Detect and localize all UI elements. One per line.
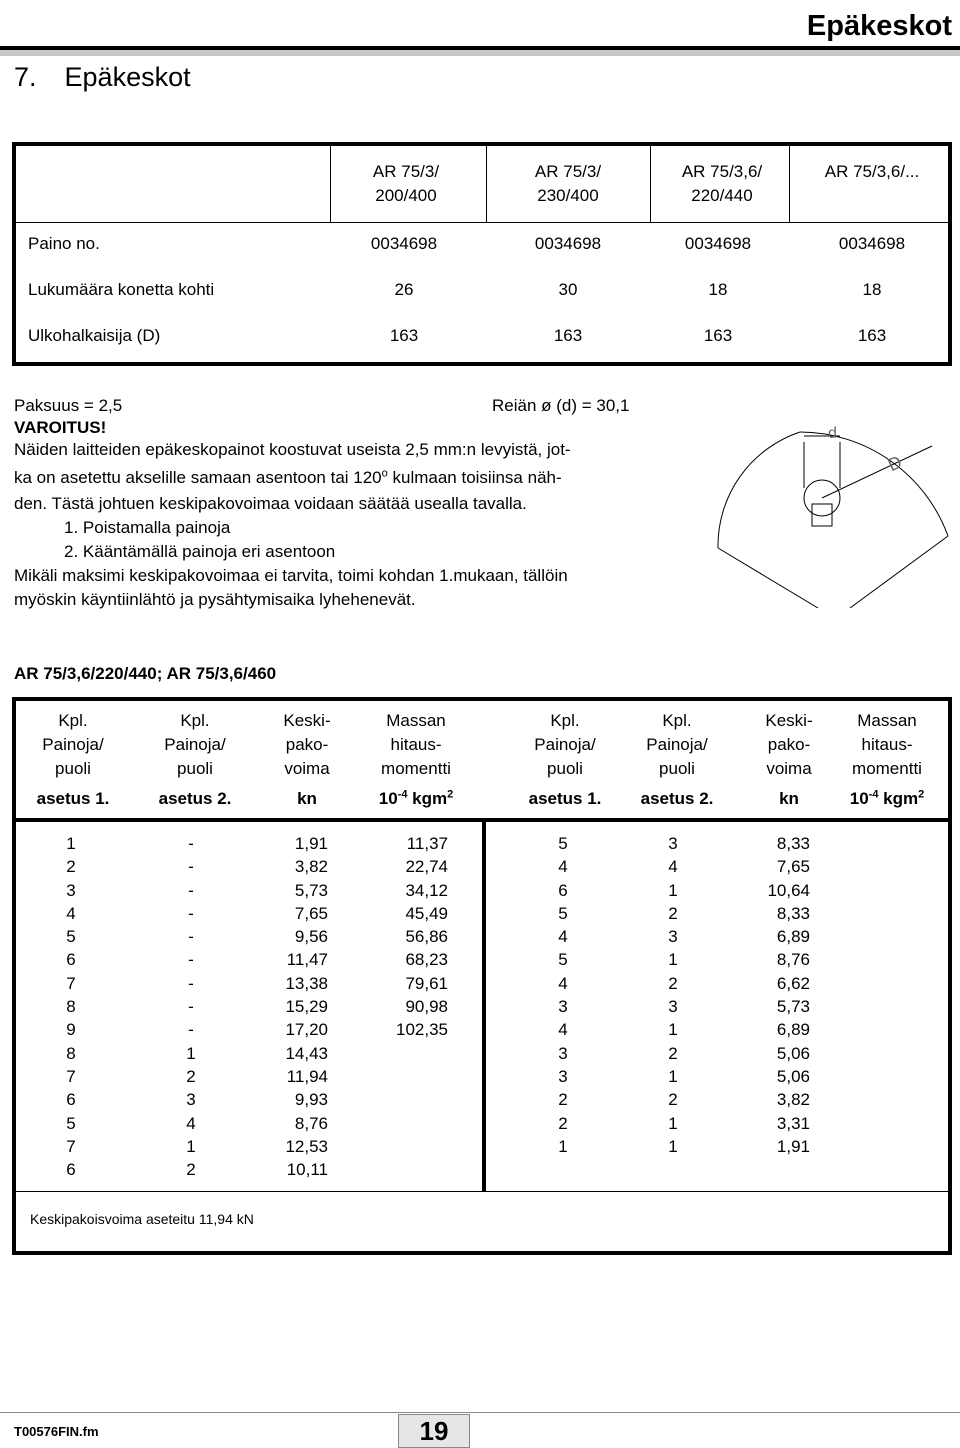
table-cell: 3,82 [294, 857, 328, 877]
table-cell: 6 [66, 950, 76, 970]
column-header: AR 75/3/ 230/400 [534, 162, 602, 205]
column-header: Keski- pako- voima kn [283, 711, 331, 808]
table-cell: 3 [668, 997, 678, 1017]
table-cell: 7 [66, 973, 76, 993]
table-cell: 2 [668, 1043, 678, 1063]
edge-line [850, 536, 948, 608]
table-cell: 1 [668, 1113, 678, 1133]
list-item: 2. Kääntämällä painoja eri asentoon [64, 542, 336, 561]
table-cell: 2 [558, 1113, 568, 1133]
table-cell: 2 [668, 903, 678, 923]
row-label: Lukumäära konetta kohti [28, 280, 215, 299]
table-divider [330, 146, 331, 222]
paragraph-line: Näiden laitteiden epäkeskopainot koostuvat useista 2,5 mm:n levyistä, jot- [14, 440, 571, 459]
table-note: Keskipakoisvoima aseteitu 11,94 kN [30, 1211, 254, 1227]
col-left-moment [366, 832, 448, 1042]
table-cell: 0034698 [370, 234, 438, 253]
table-cell: - [188, 927, 194, 947]
table-cell: 26 [394, 280, 414, 299]
table-cell: 1,91 [776, 1136, 810, 1156]
table-cell: 5,06 [776, 1066, 810, 1086]
section-title-text: Epäkeskot [64, 62, 191, 92]
table-cell: 4 [66, 903, 76, 923]
table-cell: 7 [66, 1066, 76, 1086]
table-cell: 2 [186, 1160, 196, 1180]
table-cell: 6 [66, 1090, 76, 1110]
table-cell: 45,49 [405, 903, 448, 923]
table-cell: 15,29 [285, 997, 328, 1017]
table-center-divider [482, 822, 486, 1192]
table-cell: 2 [186, 1066, 196, 1086]
table-cell: 6 [66, 1160, 76, 1180]
table-divider [486, 146, 487, 222]
col-left-force [256, 832, 328, 1181]
thickness-text: Paksuus = 2,5 [14, 396, 123, 415]
warning-heading: VAROITUS! [14, 418, 107, 437]
paragraph-line: den. Tästä johtuen keskipakovoimaa voidaan säätää usealla tavalla. [14, 494, 527, 513]
column-header: AR 75/3,6/... [824, 162, 920, 181]
table-cell: 9,56 [294, 927, 328, 947]
table-cell: 11,47 [286, 950, 328, 970]
column-header: Kpl. Painoja/ puoli asetus 2. [640, 711, 714, 808]
table-cell: 68,23 [405, 950, 448, 970]
table-cell: - [188, 880, 194, 900]
D-label: D [884, 451, 905, 476]
inner-arc [718, 432, 800, 548]
table-cell: 13,38 [285, 973, 328, 993]
table-cell: 6 [558, 880, 568, 900]
table-cell: 1 [186, 1043, 196, 1063]
table-cell: 4 [558, 927, 568, 947]
table-divider [650, 146, 651, 222]
table-cell: 1 [558, 1136, 568, 1156]
diameter-line [822, 446, 932, 498]
table-cell: - [188, 973, 194, 993]
table-cell: 12,53 [285, 1136, 328, 1156]
table-cell: 10,64 [767, 880, 810, 900]
table-cell: 18 [862, 280, 882, 299]
table-cell: 90,98 [405, 997, 448, 1017]
col-left-set1 [46, 832, 96, 1181]
table-cell: 6,89 [776, 1020, 810, 1040]
table-cell: 79,61 [405, 973, 448, 993]
column-header: AR 75/3,6/ 220/440 [681, 162, 763, 205]
table-cell: 3 [558, 1043, 568, 1063]
footer-filename: T00576FIN.fm [14, 1424, 99, 1439]
column-header: Kpl. Painoja/ puoli asetus 1. [36, 711, 110, 808]
table-cell: 3 [66, 880, 76, 900]
table-cell: 11,37 [406, 834, 448, 853]
table-cell: 5 [558, 834, 568, 853]
table-cell: 4 [186, 1113, 196, 1133]
eccentric-weight-diagram [700, 412, 960, 608]
table-cell: 5 [558, 903, 568, 923]
table-cell: 163 [389, 326, 419, 345]
column-header: AR 75/3/ 200/400 [372, 162, 440, 205]
footer-rule [0, 1412, 960, 1413]
table-cell: 7 [66, 1136, 76, 1156]
page-number: 19 [398, 1414, 470, 1448]
table-cell: - [188, 1020, 194, 1040]
edge-line [718, 548, 818, 608]
table-cell: 4 [558, 857, 568, 877]
table-cell: 5 [66, 1113, 76, 1133]
table-cell: 1 [186, 1136, 196, 1156]
column-header: Kpl. Painoja/ puoli asetus 1. [528, 711, 602, 808]
table-cell: 8 [66, 1043, 76, 1063]
table-cell: - [188, 997, 194, 1017]
list-item: 1. Poistamalla painoja [64, 518, 231, 537]
table-cell: 7,65 [776, 857, 810, 877]
table-cell: 8 [66, 997, 76, 1017]
table-cell: 1 [66, 834, 76, 853]
table-cell: 163 [857, 326, 887, 345]
table-cell: 3 [558, 1066, 568, 1086]
table-cell: 3 [668, 927, 678, 947]
table-cell: 5,73 [776, 997, 810, 1017]
table-cell: 3 [668, 834, 678, 853]
page-header-title: Epäkeskot [806, 10, 952, 42]
table-cell: 5 [66, 927, 76, 947]
table-cell: 17,20 [285, 1020, 328, 1040]
section-title [14, 62, 191, 93]
subtitle: AR 75/3,6/220/440; AR 75/3,6/460 [14, 664, 277, 683]
column-header: Massan hitaus- momentti $10^{-4}$ kgm$^2$ [849, 711, 925, 808]
paragraph-line: Mikäli maksimi keskipakovoimaa ei tarvita, toimi kohdan 1.mukaan, tällöin [14, 566, 568, 585]
table-cell: 2 [668, 973, 678, 993]
table-cell: 18 [708, 280, 728, 299]
table-cell: 1 [668, 1066, 678, 1086]
table-cell: 9 [66, 1020, 76, 1040]
section-number: 7. [14, 62, 37, 92]
table-cell: 10,11 [286, 1160, 328, 1180]
table-cell: 8,76 [294, 1113, 328, 1133]
table-cell: 1 [668, 1136, 678, 1156]
table-cell: 2 [558, 1090, 568, 1110]
table-cell: - [188, 903, 194, 923]
table-cell: 0034698 [684, 234, 752, 253]
table-cell: 163 [553, 326, 583, 345]
paragraph-line: myöskin käyntiinlähtö ja pysähtymisaika lyhehenevät. [14, 590, 416, 609]
table-cell: 4 [558, 1020, 568, 1040]
table-cell: 3,82 [776, 1090, 810, 1110]
column-header: Kpl. Painoja/ puoli asetus 2. [158, 711, 232, 808]
table-cell: 102,35 [396, 1020, 448, 1040]
table-cell: - [188, 950, 194, 970]
table-cell: 30 [558, 280, 578, 299]
column-header: Keski- pako- voima kn [765, 711, 813, 808]
row-label: Paino no. [28, 234, 100, 253]
table-cell: 0034698 [838, 234, 906, 253]
table-cell: 2 [66, 857, 76, 877]
table-cell: 6,62 [776, 973, 810, 993]
table-cell: 14,43 [285, 1043, 328, 1063]
col-right-set1 [538, 832, 588, 1158]
table-cell: 3,31 [776, 1113, 810, 1133]
outer-arc [800, 432, 948, 536]
table-cell: - [188, 834, 194, 853]
table-cell: 5 [558, 950, 568, 970]
table-cell: 1 [668, 880, 678, 900]
weight-settings-table [12, 697, 952, 1255]
hole-diameter-text: Reiän ø (d) = 30,1 [492, 396, 630, 415]
table-cell: 8,33 [776, 834, 810, 853]
table-header-rule [16, 222, 948, 223]
table-cell: 7,65 [294, 903, 328, 923]
table-cell: 2 [668, 1090, 678, 1110]
table-cell: 5,73 [294, 880, 328, 900]
table-cell: 56,86 [405, 927, 448, 947]
table-cell: 9,93 [294, 1090, 328, 1110]
table-cell: 4 [668, 857, 678, 877]
table-cell: 163 [703, 326, 733, 345]
table-bottom-rule [16, 1191, 948, 1192]
column-header: Massan hitaus- momentti $10^{-4}$ kgm$^2$ [378, 711, 454, 808]
table-cell: 11,94 [286, 1066, 328, 1086]
table-cell: 34,12 [405, 880, 448, 900]
table-cell: 3 [558, 997, 568, 1017]
table-cell: 8,76 [776, 950, 810, 970]
table-cell: 1,91 [294, 834, 328, 853]
table-cell: 0034698 [534, 234, 602, 253]
table-cell: 8,33 [776, 903, 810, 923]
row-label: Ulkohalkaisija (D) [28, 326, 161, 345]
table-cell: 3 [186, 1090, 196, 1110]
table-cell: 4 [558, 973, 568, 993]
col-left-set2 [166, 832, 216, 1181]
table-cell: - [188, 857, 194, 877]
table-cell: 5,06 [776, 1043, 810, 1063]
table-cell: 1 [668, 950, 678, 970]
table-cell: 6,89 [776, 927, 810, 947]
header-rule-shade [0, 50, 960, 56]
d-label: d [828, 425, 837, 442]
col-right-set2 [648, 832, 698, 1158]
spec-table [12, 142, 952, 366]
table-cell: 1 [668, 1020, 678, 1040]
paragraph-line: ka on asetettu akselille samaan asentoon tai 120$^o$ kulmaan toisiinsa näh- [14, 467, 562, 487]
col-right-force [738, 832, 810, 1158]
table-cell: 22,74 [405, 857, 448, 877]
